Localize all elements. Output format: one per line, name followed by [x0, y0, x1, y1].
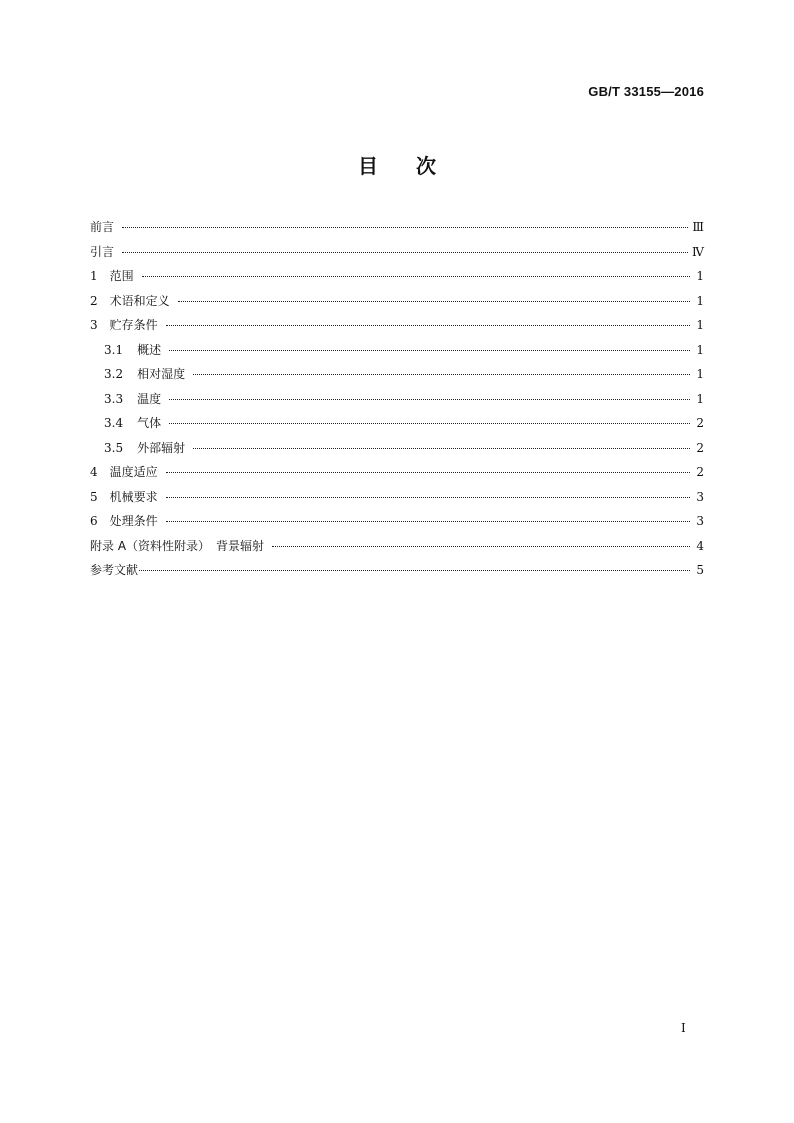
toc-page-number: Ⅳ — [692, 244, 704, 259]
toc-entry-appendix-a[interactable] — [90, 534, 704, 559]
toc-entry-section-3-2[interactable] — [90, 362, 704, 387]
toc-entry-section-3-4[interactable] — [90, 411, 704, 436]
dot-leader — [166, 325, 690, 326]
dot-leader — [169, 423, 690, 424]
dot-leader — [166, 521, 690, 522]
toc-label: 引言 — [90, 244, 115, 259]
toc-entry-introduction[interactable] — [90, 240, 704, 265]
toc-page-number: 1 — [696, 391, 704, 406]
dot-leader — [142, 276, 690, 277]
dot-leader — [122, 227, 688, 228]
toc-section-number: 3.3 — [104, 391, 124, 406]
dot-leader — [169, 350, 690, 351]
toc-entry-section-6[interactable] — [90, 509, 704, 534]
footer-page-number: I — [681, 1021, 686, 1035]
toc-entry-section-3-5[interactable] — [90, 436, 704, 461]
toc-section-number: 3 — [90, 318, 98, 332]
dot-leader — [178, 301, 690, 302]
toc-entry-section-4[interactable] — [90, 460, 704, 485]
toc-entry-foreword[interactable] — [90, 215, 704, 240]
toc-label: 机械要求 — [109, 489, 158, 504]
toc-section-number: 3.5 — [104, 440, 124, 455]
toc-section-number: 3.1 — [104, 342, 124, 357]
toc-label: 相对湿度 — [137, 367, 186, 381]
toc-label: 前言 — [90, 220, 115, 234]
toc-label: 温度 — [137, 391, 162, 406]
toc-section-number: 3.2 — [104, 367, 124, 381]
toc-page-number: Ⅲ — [692, 220, 704, 234]
toc-entry-section-3-1[interactable] — [90, 338, 704, 363]
toc-page-number: 1 — [696, 269, 704, 283]
dot-leader — [166, 472, 690, 473]
toc-label: 处理条件 — [109, 514, 158, 528]
toc-label: 气体 — [137, 416, 162, 430]
toc-page-number: 1 — [696, 367, 704, 381]
toc-entry-section-3[interactable] — [90, 313, 704, 338]
toc-label: 外部辐射 — [137, 440, 186, 455]
toc-page-number: 2 — [696, 465, 704, 479]
toc-label: 贮存条件 — [109, 318, 158, 332]
toc-entry-section-3-3[interactable] — [90, 387, 704, 412]
toc-label: 术语和定义 — [109, 293, 170, 308]
toc-entry-section-2[interactable] — [90, 289, 704, 314]
toc-section-number: 2 — [90, 293, 98, 308]
standard-code: GB/T 33155—2016 — [588, 84, 704, 99]
toc-entry-section-1[interactable] — [90, 264, 704, 289]
page-title: 目次 — [358, 154, 474, 178]
table-of-contents — [90, 215, 704, 583]
toc-section-number: 1 — [90, 269, 98, 283]
toc-page-number: 4 — [696, 538, 704, 553]
toc-page-number: 1 — [696, 318, 704, 332]
toc-page-number: 1 — [696, 293, 704, 308]
toc-label: 参考文献 — [90, 563, 139, 577]
dot-leader — [122, 252, 688, 253]
dot-leader — [193, 448, 690, 449]
toc-entry-references[interactable] — [90, 558, 704, 583]
toc-label: 附录 A（资料性附录） 背景辐射 — [90, 538, 265, 553]
dot-leader — [272, 546, 690, 547]
dot-leader — [166, 497, 690, 498]
toc-section-number: 4 — [90, 465, 98, 479]
toc-page-number: 1 — [696, 342, 704, 357]
toc-section-number: 6 — [90, 514, 98, 528]
toc-page-number: 2 — [696, 440, 704, 455]
dot-leader — [139, 570, 690, 571]
toc-page-number: 5 — [696, 563, 704, 577]
toc-page-number: 2 — [696, 416, 704, 430]
dot-leader — [193, 374, 690, 375]
toc-entry-section-5[interactable] — [90, 485, 704, 510]
dot-leader — [169, 399, 690, 400]
toc-section-number: 5 — [90, 489, 98, 504]
toc-page-number: 3 — [696, 489, 704, 504]
toc-label: 温度适应 — [109, 465, 158, 479]
toc-page-number: 3 — [696, 514, 704, 528]
toc-label: 范围 — [109, 269, 134, 283]
toc-label: 概述 — [137, 342, 162, 357]
toc-section-number: 3.4 — [104, 416, 124, 430]
